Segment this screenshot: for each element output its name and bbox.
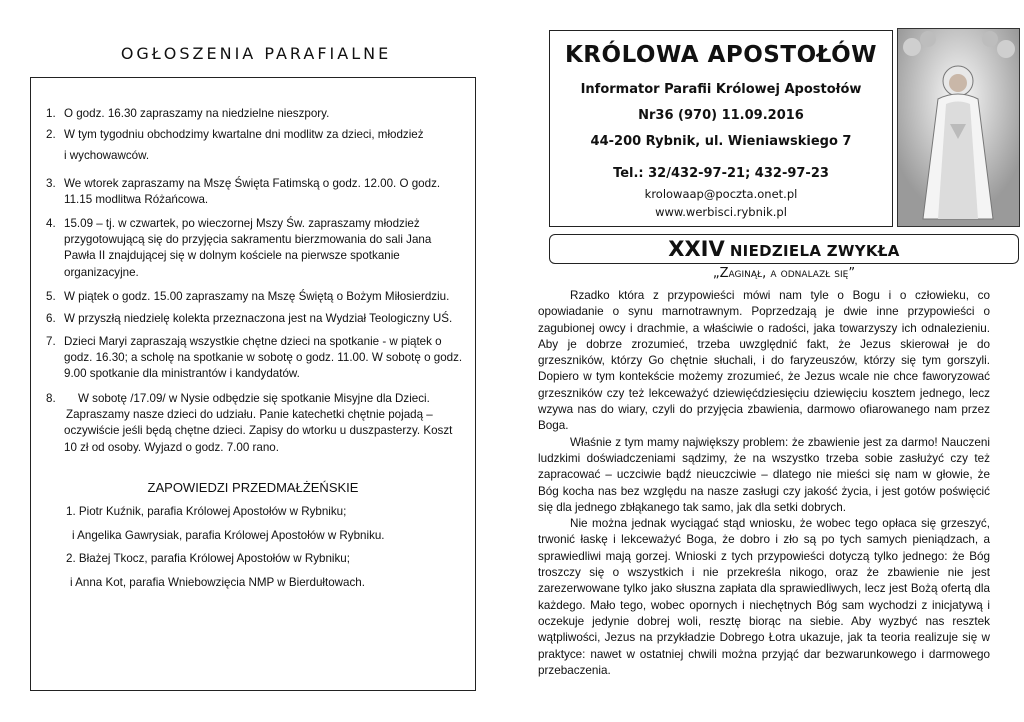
sunday-number: XXIV (668, 237, 725, 261)
sunday-banner (549, 234, 1019, 264)
announcement-line: We wtorek zapraszamy na Mszę Święta Fatimską o godz. 12.00. O godz. (64, 177, 441, 190)
mary-illustration (898, 29, 1019, 226)
article-body (538, 288, 990, 679)
announcement-line: O godz. 16.30 zapraszamy na niedzielne nieszpory. (64, 107, 330, 120)
announcements-title: OGŁOSZENIA PARAFIALNE (120, 44, 392, 63)
announcement-number: 4. (46, 217, 56, 230)
announcement-number: 7. (46, 335, 56, 348)
announcement-number: 3. (46, 177, 56, 190)
zapowiedz-line: 2. Błażej Tkocz, parafia Królowej Apostołów w Rybniku; (66, 552, 350, 565)
mary-image (897, 28, 1020, 227)
parish-email: krolowaap@poczta.onet.pl (644, 187, 798, 201)
article-paragraph: Nie można jednak wyciągać stąd wniosku, że wobec tego opłaca się grzeszyć, trwonić łaskę i lekceważyć Boga, że dobro i zło są po tych samych pieniądzach, a sprawiedliwi mają gorzej. Wnioski z tych przypowieści dotyczą tylko jednego: że Bóg troszczy się o wszystkich i nie przekreśla nikogo, oraz że zbawienie nie jest zarezerwowane tylko jako słuszna zapłata dla sprawiedliwych, lecz jest Bożą ofertą dla każdego. Mało tego, wobec opornych i niechętnych Bóg sam wychodzi z inicjatywą i oczekuje jedynie dobrej woli, resztę biorąc na siebie. Aby wyzbyć nas resztek wątpliwości, Jezus na przykładzie Dobrego Łotra ukazuje, jak ta teoria realizuje się w praktyce: nawet w ostatniej chwili można przyjąć dar bezwarunkowego i darmowego przebaczenia. (538, 517, 990, 677)
announcement-line: W tym tygodniu obchodzimy kwartalne dni modlitw za dzieci, młodzież (64, 128, 424, 141)
zapowiedz-line: i Angelika Gawrysiak, parafia Królowej Apostołów w Rybniku. (72, 529, 385, 542)
parish-phone: Tel.: 32/432-97-21; 432-97-23 (613, 166, 829, 181)
issue-number: Nr36 (970) 11.09.2016 (638, 108, 804, 123)
announcement-number: 8. (46, 392, 56, 405)
zapowiedz-line: i Anna Kot, parafia Wniebowzięcia NMP w Bierdułtowach. (70, 576, 365, 589)
announcement-number: 2. (46, 128, 56, 141)
announcement-line: W piątek o godz. 15.00 zapraszamy na Mszę Świętą o Bożym Miłosierdziu. (64, 290, 450, 303)
parish-website: www.werbisci.rybnik.pl (655, 205, 787, 219)
masthead-title: KRÓLOWA APOSTOŁÓW (564, 42, 877, 68)
announcement-line: Pawła II znajdującej się w dolnym kościele na pierwsze spotkanie (64, 249, 400, 263)
announcements-box (30, 77, 476, 691)
zapowiedz-line: 1. Piotr Kuźnik, parafia Królowej Apostołów w Rybniku; (66, 505, 347, 518)
sunday-name: NIEDZIELA ZWYKŁA (729, 242, 900, 260)
article-subtitle: „Zaginął, a odnalazł się” (712, 266, 856, 281)
announcement-line: godz. 16.30; a scholę na spotkanie w sobotę o godz. 11.00. W sobotę o godz. (64, 351, 463, 365)
announcement-line: Zapraszamy nasze dzieci do udziału. Panie katechetki chętnie pojadą – (66, 408, 433, 422)
masthead-info: Informator Parafii Królowej Apostołów (580, 82, 862, 97)
announcement-line: przygotowującą się do przyjęcia sakramentu bierzmowania do sali Jana (64, 233, 432, 247)
parish-address: 44-200 Rybnik, ul. Wieniawskiego 7 (590, 134, 852, 149)
zapowiedzi-title: ZAPOWIEDZI PRZEDMAŁŻEŃSKIE (147, 480, 359, 495)
announcement-number: 1. (46, 107, 56, 120)
announcement-line: i wychowawców. (64, 149, 150, 163)
announcement-line: Dzieci Maryi zapraszają wszystkie chętne dzieci na spotkanie - w piątek o (64, 335, 442, 348)
announcement-line: oczywiście jeśli będą chętne dzieci. Zapisy do wtorku u duszpasterzy. Koszt (64, 424, 453, 438)
article-paragraph: Rzadko która z przypowieści mówi nam tyle o Bogu i o człowieku, co opowiadanie o synu marnotrawnym. Poprzedzają je dwie inne przypowieści o zagubionej owcy i drachmie, a właściwie o radości, jaka towarzyszy ich odnalezieniu. Aby je dobrze zrozumieć, trzeba uwzględnić fakt, że Jezus skierował je do grzeszników, którzy Go chętnie słuchali, i do faryzeuszów, którzy się tym gorszyli. Dopiero w tym kontekście możemy zrozumieć, że Jezus wcale nie chce faworyzować grzeszników czy też lekceważyć dziewięćdziesięciu dziewięciu kosztem jednego, lecz wzywa nas do wiary, czyli do przyjęcia zbawienia, darmowo ofiarowanego nam przez Boga. (538, 289, 990, 433)
announcement-line: W sobotę /17.09/ w Nysie odbędzie się spotkanie Misyjne dla Dzieci. (78, 392, 430, 405)
announcement-line: 9.00 spotkanie dla ministrantów i kandydatów. (64, 367, 300, 381)
announcement-line: 15.09 – tj. w czwartek, po wieczornej Mszy Św. zapraszamy młodzież (64, 217, 420, 230)
article-paragraph: Właśnie z tym mamy największy problem: że zbawienie jest za darmo! Nauczeni ludzkimi doświadczeniami sądzimy, że na wszystko trzeba sobie zasłużyć czy też zapracować – uczciwie bądź nieuczciwie – dlatego nie mieści się nam w głowie, że Bóg kocha nas bez względu na nasze zasługi czy jakość życia, i jest gotów poświęcić się dla jednego zbłąkanego tak samo, jak dla setki dobrych. (538, 435, 990, 514)
announcement-number: 6. (46, 312, 56, 325)
announcement-line: W przyszłą niedzielę kolekta przeznaczona jest na Wydział Teologiczny UŚ. (64, 312, 453, 325)
announcement-line: organizacyjne. (64, 265, 139, 279)
announcement-line: 11.15 modlitwa Różańcowa. (64, 193, 209, 207)
announcement-line: 10 zł od osoby. Wyjazd o godz. 7.00 rano. (64, 440, 279, 454)
announcement-number: 5. (46, 290, 56, 303)
